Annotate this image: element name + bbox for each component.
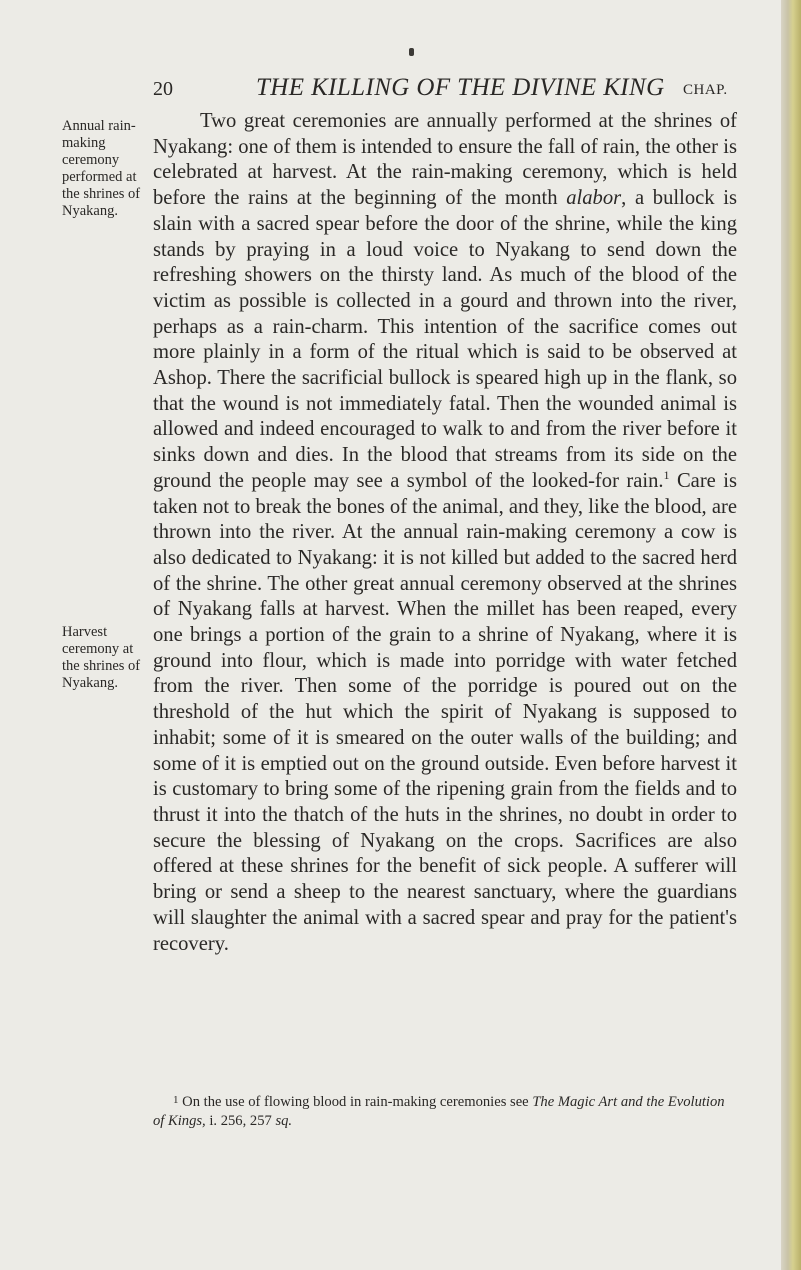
paragraph <box>153 109 737 957</box>
footnote-number: 1 <box>173 1094 179 1106</box>
margin-note-rain-making: Annual rain-making ceremony performed at the shrines of Nyakang. <box>62 118 141 219</box>
month-name: alabor <box>566 187 622 210</box>
footnote-book-title: The Magic Art and the Evolution of Kings, <box>153 1094 725 1129</box>
page-header <box>0 74 801 108</box>
footnote-sq: sq. <box>275 1112 293 1129</box>
footnote-text: On the use of flowing blood in rain-making ceremonies see <box>178 1094 533 1110</box>
text-run: Care is taken not to break the bones of the animal, and they, like the blood, are thrown into the river. At the annual rain-making ceremony a cow is also dedicated to Nyakang: it is not killed but added to the sacred herd of the shrine. The other great annual ceremony observed at the shrines of Nyakang falls at harvest. When the millet has been reaped, every one brings a portion of the grain to a shrine of Nyakang, where it is ground into flour, which is made into porridge with water fetched from the river. Then some of the porridge is poured out on the threshold of the hut which the spirit of Nyakang is supposed to inhabit; some of it is smeared on the outer walls of the building; and some of it is emptied out on the ground outside. Even before harvest it is customary to bring some of the ripening grain from the fields and to thrust it into the thatch of the huts in the shrines, no doubt in order to secure the blessing of Nyakang on the crops. Sacrifices are also offered at these shrines for the benefit of sick people. A sufferer will bring or send a sheep to the nearest sanctuary, where the guardians will slaughter the animal with a sacred spear and pray for the patient's recovery. <box>153 469 737 955</box>
footnote-text: i. 256, 257 <box>205 1112 276 1129</box>
page-number: 20 <box>153 78 173 100</box>
footnote <box>153 1091 737 1130</box>
ink-mark <box>409 48 414 56</box>
page-edge <box>781 0 801 1270</box>
body-text <box>153 109 737 957</box>
text-run: Two great ceremonies are annually performed at the shrines of Nyakang: one of them is intended to ensure the fall of rain, the other is celebrated at harvest. At the rain-making ceremony, which is held before the rains at the beginning of the month <box>153 110 737 210</box>
footnote-ref: 1 <box>663 467 670 482</box>
footnotes <box>153 1091 737 1130</box>
margin-note-harvest: Harvest ceremony at the shrines of Nyakang. <box>62 624 141 691</box>
chapter-label: CHAP. <box>683 82 728 98</box>
text-run: , a bullock is slain with a sacred spear before the door of the shrine, while the king stands by praying in a loud voice to Nyakang to send down the refreshing showers on the thirsty land. As much of the blood of the victim as possible is collected in a gourd and thrown into the river, perhaps as a rain-charm. This intention of the sacrifice comes out more plainly in a form of the ritual which is said to be observed at Ashop. There the sacrificial bullock is speared high up in the flank, so that the wound is not immediately fatal. Then the wounded animal is allowed and indeed encouraged to walk to and from the river before it sinks down and dies. In the blood that streams from its side on the ground the people may see a symbol of the looked-for rain. <box>153 187 737 492</box>
running-title: THE KILLING OF THE DIVINE KING <box>256 74 665 101</box>
